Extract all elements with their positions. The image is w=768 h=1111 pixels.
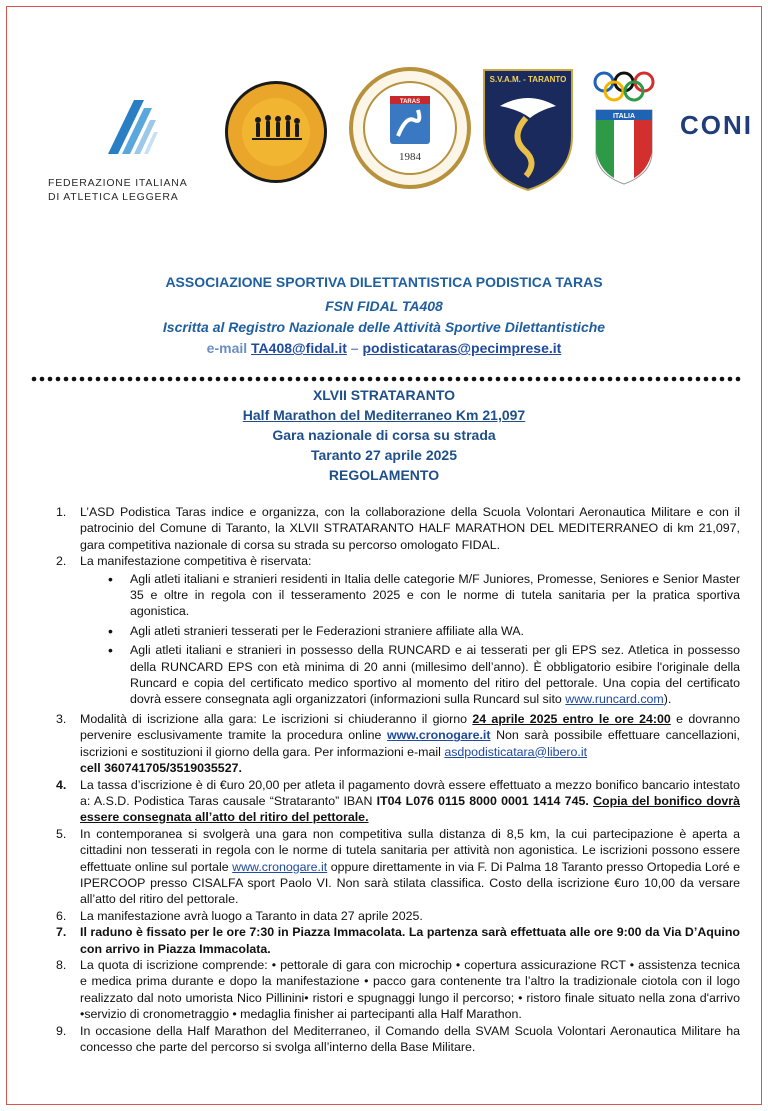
email-separator: – (350, 340, 359, 356)
rule-text: e dovranno pervenire esclusivamente tramite la procedura online (80, 711, 740, 743)
rule-number: 3. (56, 711, 67, 726)
svam-shield-icon (480, 66, 576, 194)
rule-text: La manifestazione avrà luogo a Taranto in data 27 aprile 2025. (80, 908, 423, 923)
taras-label: TARAS (399, 99, 421, 105)
rule-1 (56, 504, 740, 553)
fsn-code: FSN FIDAL TA408 (325, 298, 443, 314)
race-title (0, 407, 768, 423)
rule-number: 8. (56, 957, 67, 972)
email-line (0, 340, 768, 356)
phone-end: . (238, 761, 242, 776)
rule-number: 4. (56, 777, 67, 792)
iban-end: . (585, 793, 589, 808)
iban: IT04 L076 0115 8000 0001 1414 745 (376, 793, 586, 808)
rule-number: 9. (56, 1023, 67, 1038)
cronogare-link-2[interactable]: www.cronogare.it (232, 859, 328, 874)
taras-year: 1984 (399, 151, 421, 163)
taras-seal-icon (348, 66, 472, 190)
logo-row (40, 66, 753, 203)
rule-number: 5. (56, 826, 67, 841)
eligibility-text: Agli atleti italiani e stranieri residenti in Italia delle categorie M/F Juniores, Promesse, Seniores e Senior Master 35 e oltre in regola con il tesseramento 2025 e con le norme di tutela sanitaria per la pratica sportiva agonistica. (130, 571, 740, 619)
podistica-taras-logo (348, 66, 472, 190)
rule-text: La manifestazione competitiva è riservata: (80, 554, 312, 569)
association-name: ASSOCIAZIONE SPORTIVA DILETTANTISTICA PODISTICA TARAS (165, 274, 603, 290)
eligibility-list (108, 571, 740, 708)
phone-numbers: cell 360741705/3519035527 (80, 761, 239, 776)
fidal-name (48, 176, 208, 204)
rule-7 (56, 924, 740, 957)
edition-title: XLVII STRATARANTO (312, 387, 456, 403)
strataranto-seal-icon (224, 80, 328, 184)
rule-2 (56, 553, 740, 708)
rule-3 (56, 711, 740, 777)
coni-italia: ITALIA (612, 113, 636, 120)
rule-text: La quota di iscrizione comprende: • pettorale di gara con microchip • copertura assicurazione RCT • assistenza tecnica e medica prima durante e dopo la manifestazione • pacco gara contenente tra l’altro la tradizionale ciotola con il logo realizzato dal noto umorista Nico Pillinini• ristori e spugnaggi lungo il percorso; • ristoro finale situato nella zona d'arrivo •servizio di cronometraggio • medaglia finisher ai partecipanti alla Half Marathon. (80, 957, 740, 1022)
coni-shield-icon (588, 70, 678, 186)
eligibility-item (108, 623, 740, 639)
rule-text: L’ASD Podistica Taras indice e organizza, con la collaborazione della Scuola Volontari Aeronautica Militare e con il patrocinio del Comune di Taranto, la XLVII STRATARANTO HALF MARATHON DEL MEDITERRANEO di km 21,097, gara competitiva nazionale di corsa su strada su percorso omologato FIDAL. (80, 505, 740, 552)
rule-9 (56, 1023, 740, 1056)
rule-text: In occasione della Half Marathon del Mediterraneo, il Comando della SVAM Scuola Volontari Aeronautica Militare ha concesso che parte del percorso si svolga all’interno della Base Militare. (80, 1023, 740, 1054)
runcard-link[interactable]: www.runcard.com (565, 692, 664, 707)
cronogare-link[interactable]: www.cronogare.it (386, 728, 491, 743)
rule-text: oppure direttamente in via F. Di Palma 18 Taranto presso Ortopedia Loré e IPERCOOP presso CISALFA sport Paolo VI. Non sarà stilata classifica. Costo della iscrizione €uro 10,00 da versare all’atto del ritiro del pettorale. (80, 859, 740, 907)
email-prefix: e-mail (206, 340, 248, 356)
eligibility-end: ). (663, 692, 672, 707)
rule-6 (56, 908, 740, 924)
svam-logo (480, 66, 576, 194)
strataranto-logo (224, 80, 328, 184)
svam-label: S.V.A.M. - TARANTO (489, 75, 567, 84)
rule-8 (56, 957, 740, 1023)
rule-text: In contemporanea si svolgerà una gara non competitiva sulla distanza di 8,5 km, la cui partecipazione è aperta a cittadini non tesserati in regola con le norme di tutela sanitaria per attività non agonistica. Le iscrizioni possono essere effettuate online sul portale (80, 826, 740, 874)
rule-text: Modalità di iscrizione alla gara: Le iscrizioni si chiuderanno il giorno (80, 711, 468, 726)
rule-number: 1. (56, 505, 67, 519)
document-title: REGOLAMENTO (328, 467, 440, 483)
coni-logo (588, 70, 753, 186)
rules-list (56, 504, 740, 1055)
eligibility-text: Agli atleti italiani e stranieri in possesso della RUNCARD e ai tesserati per gli EPS sez. Atletica in possesso della RUNCARD EPS con età minima di 20 anni (millesimo dell’anno). È obbligatorio esibire l'originale della Runcard e copia del certificato medico sportivo al momento del ritiro del pettorale. Una copia del certificato dovrà essere consegnata agli organizzatori (informazioni sulla Runcard sul sito (130, 643, 740, 707)
dotted-divider (30, 376, 742, 382)
payment-copy-note: Copia del bonifico dovrà essere consegnata all’atto del ritiro del pettorale. (80, 793, 741, 825)
rule-text: Non sarà possibile effettuare cancellazioni, iscrizioni e sostituzioni il giorno della gara. Per informazioni e-mail (80, 728, 740, 759)
fidal-logo (48, 92, 198, 203)
eligibility-text: Agli atleti stranieri tesserati per le Federazioni straniere affiliate alla WA. (130, 623, 524, 638)
coni-wordmark: CONI (680, 110, 753, 140)
fidal-line1: FEDERAZIONE ITALIANA (48, 177, 188, 189)
rule-number: 2. (56, 554, 67, 569)
info-email-link[interactable]: asdpodisticatara@libero.it (444, 744, 588, 759)
eligibility-item (108, 642, 740, 708)
email-link-fidal[interactable]: TA408@fidal.it (251, 340, 347, 356)
rule-4 (56, 777, 740, 826)
rule-number: 6. (56, 908, 67, 923)
rule-5 (56, 826, 740, 908)
fidal-mark-icon (48, 92, 198, 172)
race-date: Taranto 27 aprile 2025 (310, 447, 458, 463)
eligibility-item (108, 571, 740, 620)
race-type: Gara nazionale di corsa su strada (272, 427, 496, 443)
rule-text: Il raduno è fissato per le ore 7:30 in Piazza Immacolata. La partenza sarà effettuata alle ore 9:00 da Via D’Aquino con arrivo in Piazza Immacolata. (80, 925, 740, 956)
fidal-line2: DI ATLETICA LEGGERA (48, 191, 179, 203)
registry-line: Iscritta al Registro Nazionale delle Attività Sportive Dilettantistiche (162, 319, 606, 335)
race-title-text: Half Marathon del Mediterraneo Km 21,097 (242, 407, 526, 423)
rule-text: La tassa d’iscrizione è di €uro 20,00 per atleta il pagamento dovrà essere effettuato a mezzo bonifico bancario intestato a: A.S.D. Podistica Taras causale “Strataranto” IBAN (80, 777, 740, 808)
registration-deadline: 24 aprile 2025 entro le ore 24:00 (472, 711, 671, 726)
rule-number: 7. (56, 925, 67, 940)
email-link-pec[interactable]: podisticataras@pecimprese.it (362, 340, 562, 356)
